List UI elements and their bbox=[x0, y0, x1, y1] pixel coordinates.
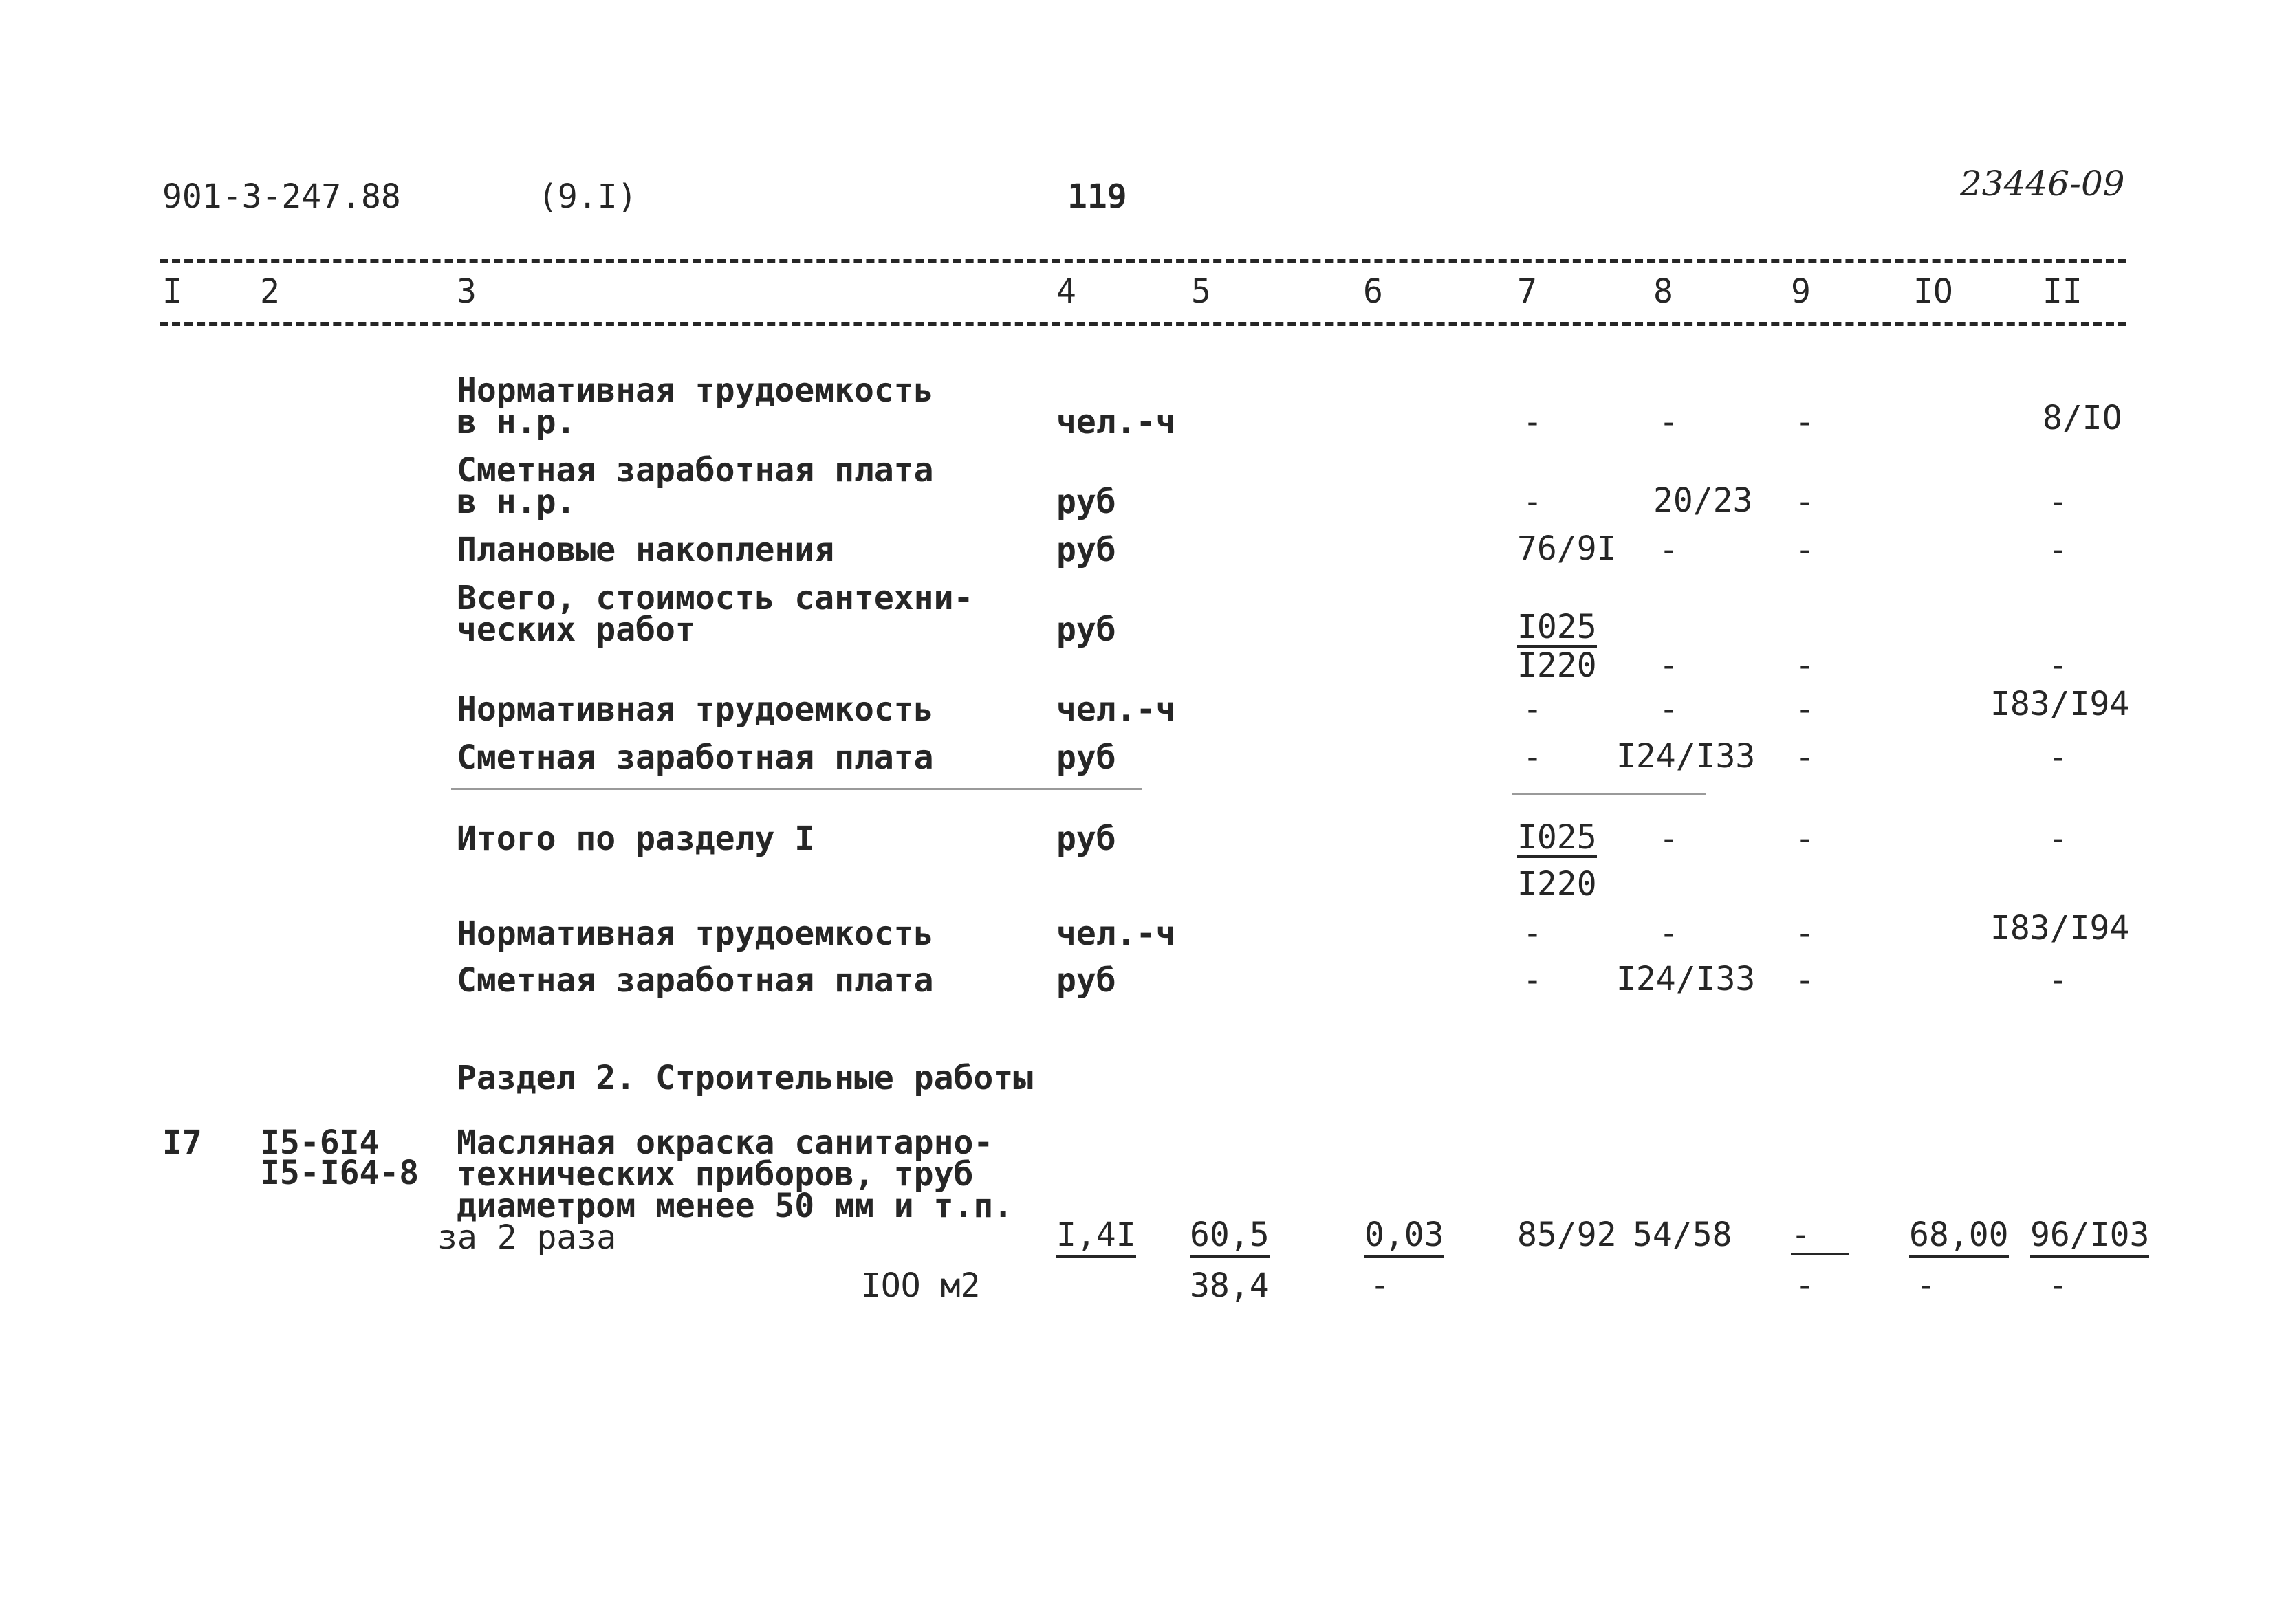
cell-col7: - bbox=[1523, 961, 1543, 1000]
col-header-4: 4 bbox=[1056, 272, 1076, 311]
item-col10-top bbox=[1909, 1216, 2009, 1254]
col-header-6: 6 bbox=[1363, 272, 1383, 311]
fraction-numerator: I025 bbox=[1517, 818, 1597, 857]
item-col8: 54/58 bbox=[1633, 1216, 1732, 1254]
cell-col8: - bbox=[1659, 690, 1679, 729]
item-col7: 85/92 bbox=[1517, 1216, 1617, 1254]
item-description-cont: за 2 раза bbox=[437, 1218, 617, 1257]
cell-col7: - bbox=[1523, 738, 1543, 777]
row-name-cont: в н.р. bbox=[457, 403, 576, 441]
cell-col9: - bbox=[1795, 531, 1815, 569]
col-header-8: 8 bbox=[1653, 272, 1673, 311]
row-unit: руб bbox=[1056, 738, 1116, 777]
row-name: Нормативная трудоемкость bbox=[457, 690, 934, 729]
total-col8: - bbox=[1659, 820, 1679, 858]
cell-col8: 20/23 bbox=[1653, 481, 1753, 520]
item-col10-bottom: - bbox=[1916, 1266, 1936, 1305]
row-unit: руб bbox=[1056, 611, 1116, 649]
item-description-cont: диаметром менее 50 мм и т.п. bbox=[457, 1187, 1014, 1225]
cell-col11: I83/I94 bbox=[1990, 685, 2130, 723]
cell-col11: I83/I94 bbox=[1990, 909, 2130, 947]
cell-col11: - bbox=[2048, 531, 2068, 569]
cell-col9: - bbox=[1795, 690, 1815, 729]
cell-col7: - bbox=[1523, 914, 1543, 953]
sheet-code: 23446-09 bbox=[1960, 164, 2125, 204]
total-unit: руб bbox=[1056, 820, 1116, 858]
cell-col9: - bbox=[1795, 403, 1815, 441]
col-header-2: 2 bbox=[260, 272, 280, 311]
row-unit: руб bbox=[1056, 483, 1116, 521]
item-col11-bottom: - bbox=[2048, 1266, 2068, 1305]
header-bottom-rule bbox=[160, 322, 2126, 326]
row-name: Плановые накопления bbox=[457, 531, 835, 569]
item-description-cont: технических приборов, труб bbox=[457, 1155, 974, 1194]
total-col9: - bbox=[1795, 820, 1815, 858]
cell-col8: - bbox=[1659, 403, 1679, 441]
item-col6-top-value: 0,03 bbox=[1364, 1216, 1444, 1258]
section-2-title: Раздел 2. Строительные работы bbox=[457, 1059, 1034, 1097]
cell-col7: - bbox=[1523, 483, 1543, 521]
item-code: I5-6I4 bbox=[260, 1123, 380, 1162]
item-code-cont: I5-I64-8 bbox=[260, 1154, 420, 1192]
item-col9-top bbox=[1791, 1218, 1849, 1255]
item-col6-top bbox=[1364, 1216, 1444, 1254]
col-header-1: I bbox=[162, 272, 182, 311]
fraction-denominator: I220 bbox=[1517, 865, 1597, 903]
item-col6-bottom: - bbox=[1370, 1266, 1390, 1305]
row-name: Сметная заработная плата bbox=[457, 961, 934, 1000]
col-header-9: 9 bbox=[1791, 272, 1811, 311]
row-unit: чел.-ч bbox=[1056, 690, 1176, 729]
row-unit: руб bbox=[1056, 531, 1116, 569]
row-unit: чел.-ч bbox=[1056, 914, 1176, 953]
total-col7-fraction bbox=[1517, 818, 1597, 903]
item-col11-top-value: 96/I03 bbox=[2030, 1216, 2149, 1258]
row-name-cont: в н.р. bbox=[457, 483, 576, 521]
cell-col7-fraction bbox=[1517, 608, 1597, 685]
row-name: Сметная заработная плата bbox=[457, 738, 934, 777]
cell-col9: - bbox=[1795, 738, 1815, 777]
row-name: Нормативная трудоемкость bbox=[457, 914, 934, 953]
col-header-3: 3 bbox=[457, 272, 477, 311]
item-description: Масляная окраска санитарно- bbox=[457, 1123, 994, 1162]
col-header-5: 5 bbox=[1191, 272, 1211, 311]
cell-col8: - bbox=[1659, 531, 1679, 569]
item-col5-top-value: 60,5 bbox=[1190, 1216, 1270, 1258]
header-top-rule bbox=[160, 259, 2126, 263]
cell-col9: - bbox=[1795, 914, 1815, 953]
col-header-7: 7 bbox=[1517, 272, 1537, 311]
col-header-11: II bbox=[2043, 272, 2082, 311]
cell-col7: - bbox=[1523, 403, 1543, 441]
row-name-cont: ческих работ bbox=[457, 611, 695, 649]
row-name: Сметная заработная плата bbox=[457, 451, 934, 490]
fraction-numerator: I025 bbox=[1517, 608, 1597, 646]
cell-col9: - bbox=[1795, 961, 1815, 1000]
total-col11: - bbox=[2048, 820, 2068, 858]
subtotal-rule-right bbox=[1512, 793, 1706, 795]
cell-col9: - bbox=[1795, 646, 1815, 685]
cell-col8: - bbox=[1659, 646, 1679, 685]
cell-col11: 8/IO bbox=[2043, 399, 2122, 437]
cell-col8: I24/I33 bbox=[1616, 960, 1756, 998]
cell-col11: - bbox=[2048, 738, 2068, 777]
page-number: 119 bbox=[1067, 177, 1127, 216]
cell-col11: - bbox=[2048, 483, 2068, 521]
item-col9-top-value: - bbox=[1791, 1218, 1849, 1255]
cell-col7: - bbox=[1523, 690, 1543, 729]
cell-col7: 76/9I bbox=[1517, 529, 1617, 568]
row-name: Всего, стоимость сантехни- bbox=[457, 579, 974, 617]
row-unit: чел.-ч bbox=[1056, 403, 1176, 441]
total-name: Итого по разделу I bbox=[457, 820, 815, 858]
item-col11-top bbox=[2030, 1216, 2150, 1254]
item-col4-value: I,4I bbox=[1056, 1216, 1136, 1258]
cell-col11: - bbox=[2048, 961, 2068, 1000]
cell-col8: I24/I33 bbox=[1616, 737, 1756, 776]
item-col10-top-value: 68,00 bbox=[1909, 1216, 2009, 1258]
row-unit: руб bbox=[1056, 961, 1116, 1000]
section-ref: (9.I) bbox=[538, 177, 638, 216]
row-name: Нормативная трудоемкость bbox=[457, 371, 934, 410]
item-unit: IOO м2 bbox=[861, 1266, 981, 1305]
item-col5-bottom: 38,4 bbox=[1190, 1266, 1270, 1305]
doc-code: 901-3-247.88 bbox=[162, 177, 401, 216]
item-col4 bbox=[1056, 1216, 1136, 1254]
subtotal-rule-left bbox=[451, 788, 1142, 790]
item-col9-bottom: - bbox=[1795, 1266, 1815, 1305]
item-col5-top bbox=[1190, 1216, 1270, 1254]
col-header-10: IO bbox=[1913, 272, 1953, 311]
cell-col11: - bbox=[2048, 646, 2068, 685]
cell-col9: - bbox=[1795, 483, 1815, 521]
fraction-denominator: I220 bbox=[1517, 646, 1597, 685]
item-number: I7 bbox=[162, 1123, 202, 1162]
cell-col8: - bbox=[1659, 914, 1679, 953]
